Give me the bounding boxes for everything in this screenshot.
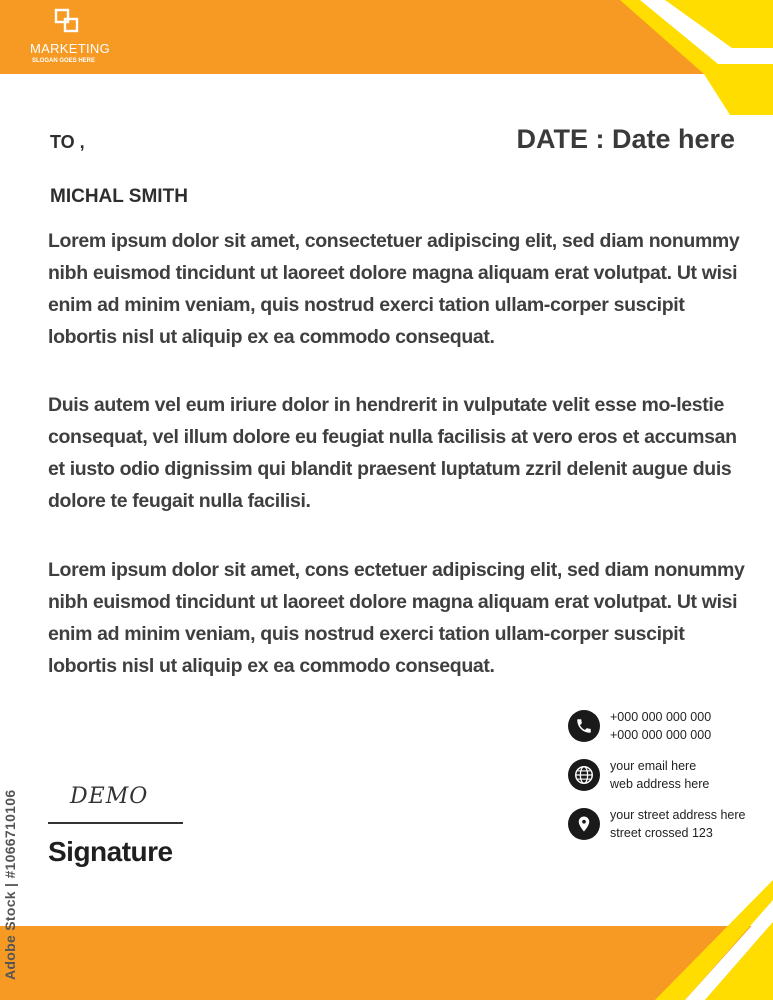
- phone-1: +000 000 000 000: [610, 710, 712, 724]
- location-pin-icon: [568, 808, 600, 840]
- paragraph-2: Duis autem vel eum iriure dolor in hendrerit in vulputate velit esse mo-lestie consequat, vel illum dolore eu feugiat nulla facilisis at vero eros et accumsan et iusto odio dignissim qui blandit praesent luptatum zzril delenit augue duis dolore te feugait nulla facilisi.: [48, 394, 737, 512]
- logo-slogan: SLOGAN GOES HERE: [32, 58, 96, 64]
- signature-mark: DEMO: [70, 784, 149, 809]
- contact-phone: [568, 708, 711, 744]
- top-corner-decoration: [620, 0, 773, 115]
- contact-address: [568, 806, 746, 842]
- stock-watermark: Adobe Stock | #1066710106: [2, 789, 18, 980]
- contact-web: [568, 757, 709, 793]
- bottom-corner-decoration: [655, 880, 773, 1000]
- logo-squares-icon: [54, 8, 80, 34]
- web-address: web address here: [610, 777, 710, 791]
- paragraph-3: Lorem ipsum dolor sit amet, cons ectetuer adipiscing elit, sed diam nonummy nibh euismod tincidunt ut laoreet dolore magna aliquam erat volutpat. Ut wisi enim ad minim veniam, quis nostrud exerci tation ullam-corper suscipit lobortis nisl ut aliquip ex ea commodo consequat.: [48, 559, 745, 677]
- to-label: TO ,: [50, 132, 85, 152]
- address-line-2: street crossed 123: [610, 826, 713, 840]
- phone-icon: [568, 710, 600, 742]
- email: your email here: [610, 759, 697, 773]
- logo-name: MARKETING: [30, 41, 110, 56]
- recipient-name: MICHAL SMITH: [50, 186, 188, 207]
- paragraph-1: Lorem ipsum dolor sit amet, consectetuer adipiscing elit, sed diam nonummy nibh euismod tincidunt ut laoreet dolore magna aliquam erat volutpat. Ut wisi enim ad minim veniam, quis nostrud exerci tation ullam-corper suscipit lobortis nisl ut aliquip ex ea commodo consequat.: [48, 230, 740, 348]
- date-line: DATE : Date here: [516, 124, 735, 154]
- phone-2: +000 000 000 000: [610, 728, 712, 742]
- globe-icon: [568, 759, 600, 791]
- signature-label: Signature: [48, 836, 173, 867]
- signature-line: [48, 822, 183, 824]
- address-line-1: your street address here: [610, 808, 746, 822]
